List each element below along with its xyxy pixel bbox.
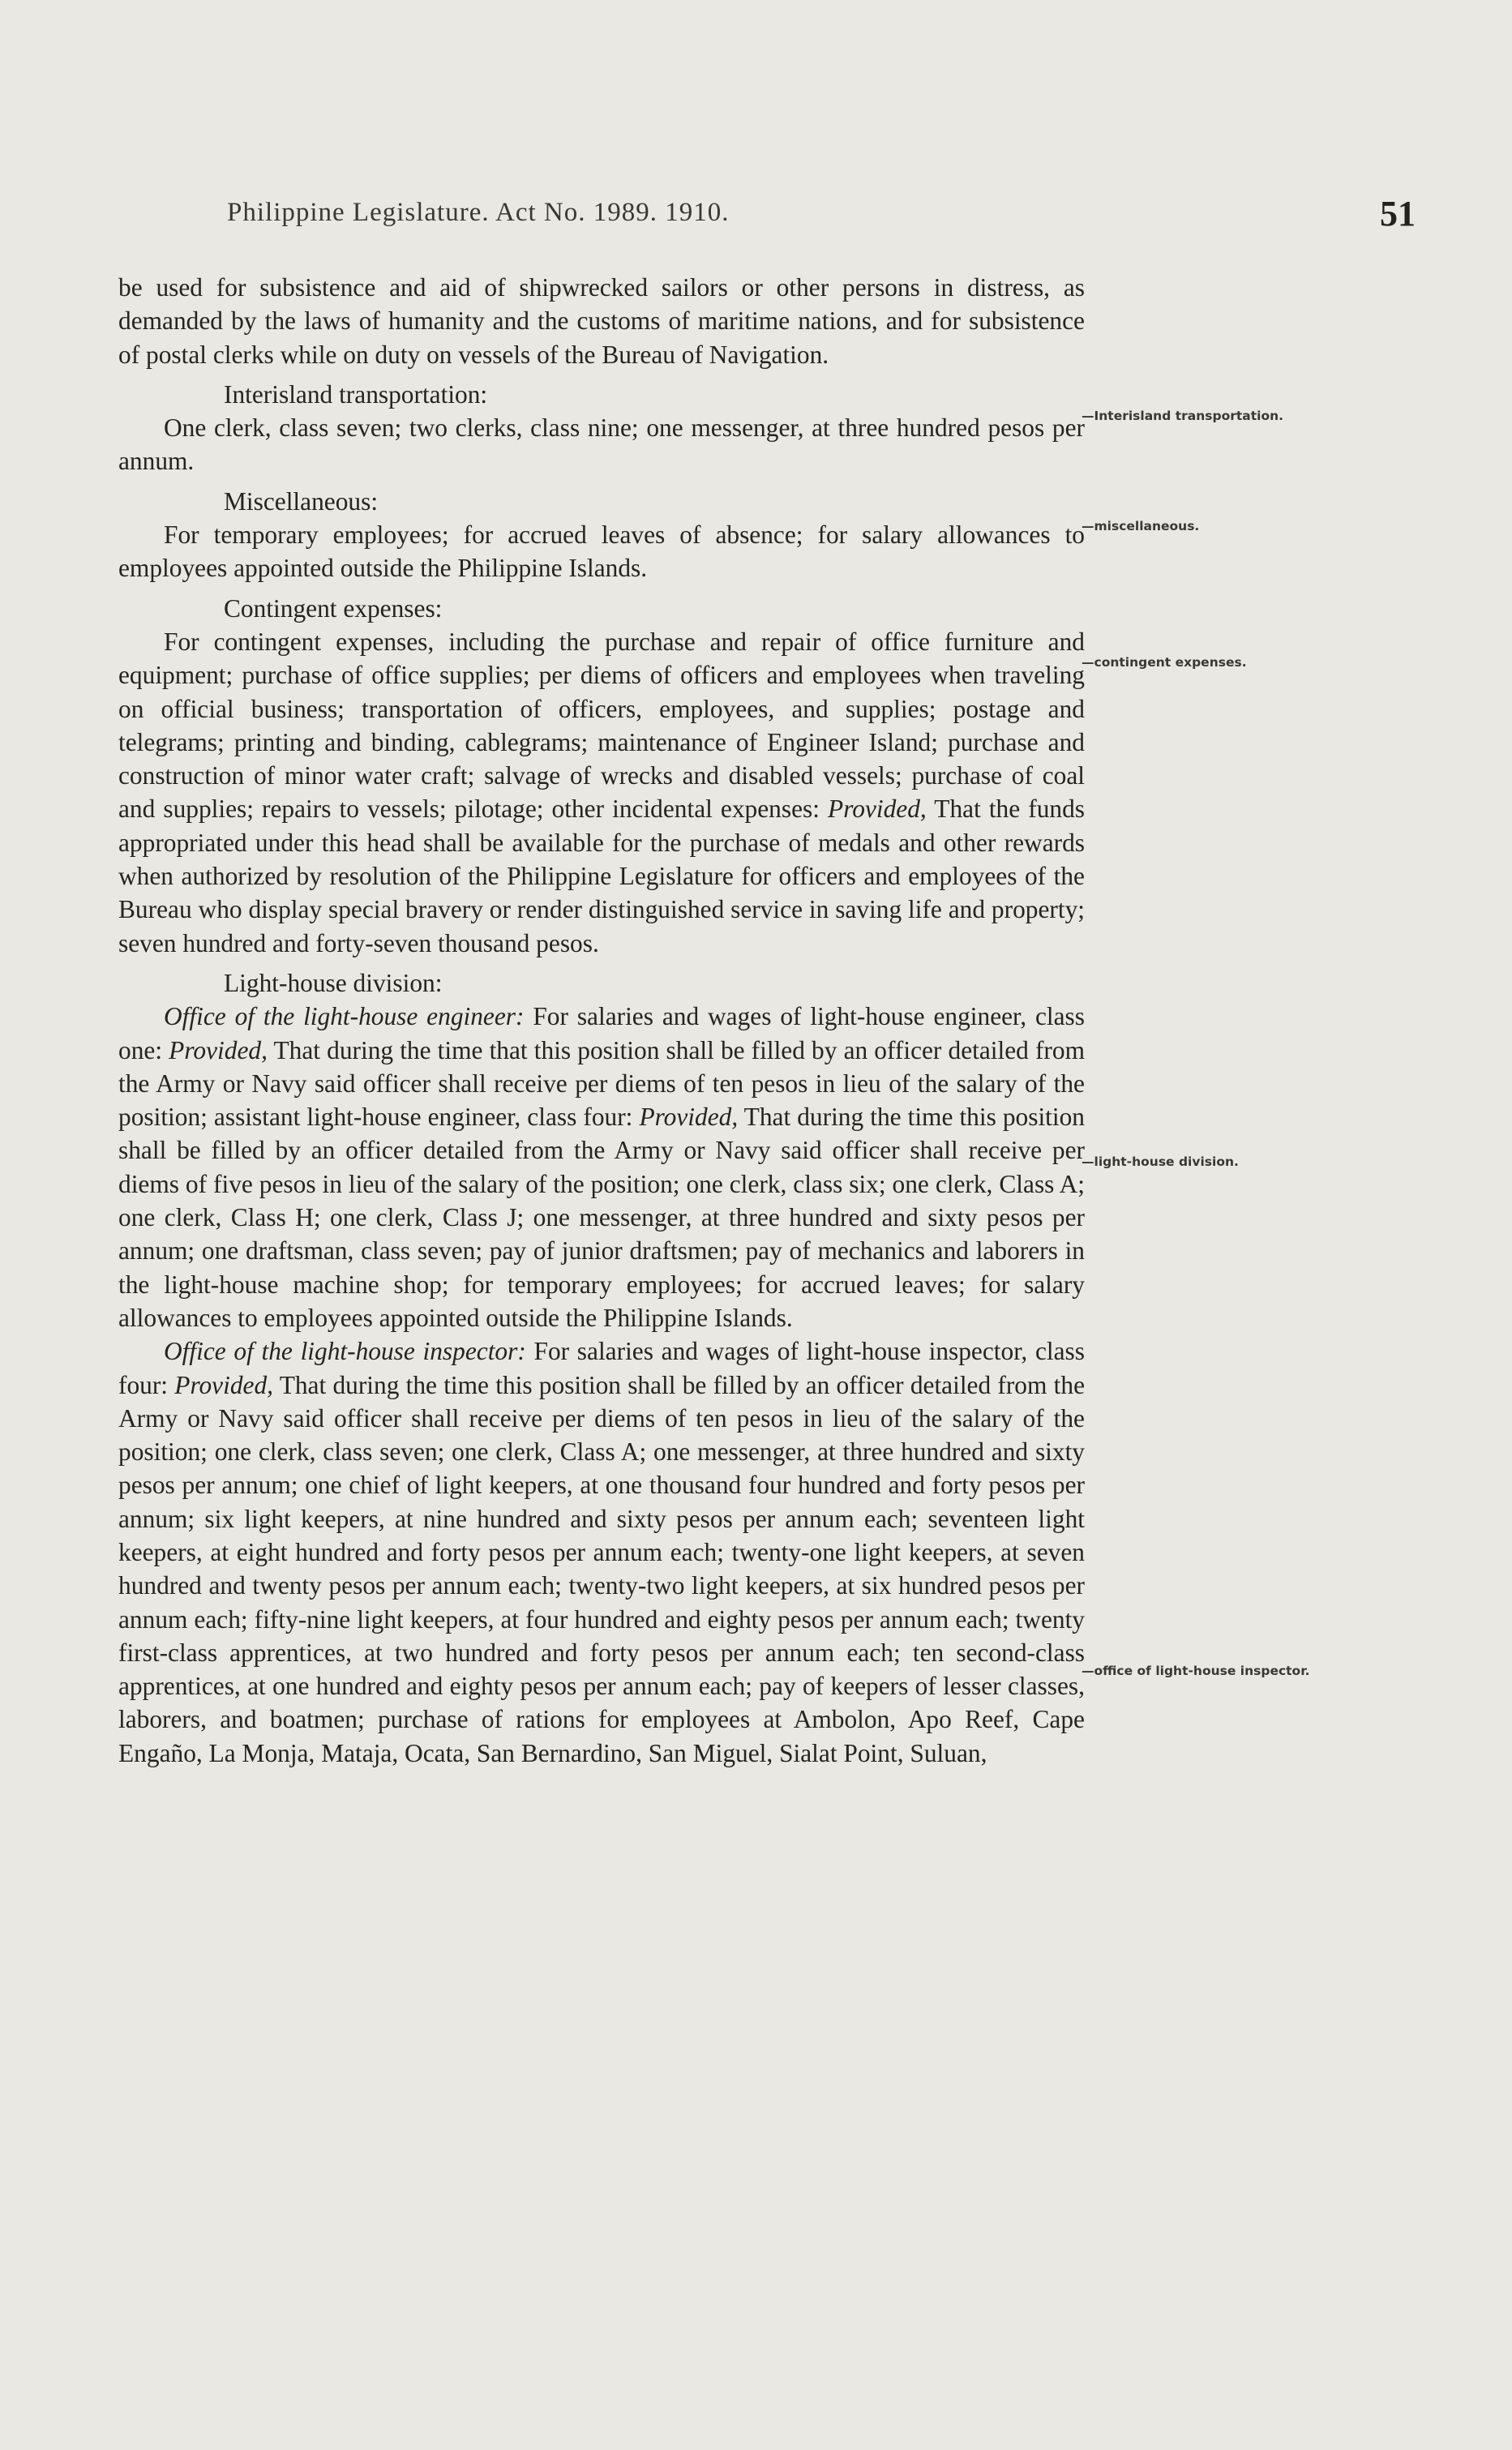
paragraph-contingent-expenses [118,625,1085,960]
paragraph-light-house-inspector [118,1334,1085,1770]
margin-note-light-house-inspector: —office of light-house inspector. [1082,1664,1310,1678]
engineer-text-c: That during the time this position shall be filled by an officer detailed from the Army or Navy said officer shall receive per diems of five pesos in lieu of the salary of the position; one clerk, class six; one clerk, Class A; one clerk, Class H; one clerk, Class J; one messenger, at three hundred and sixty pesos per annum; one draftsman, class seven; pay of junior draftsmen; pay of mechanics and laborers in the light-house machine shop; for temporary employees; for accrued leaves; for salary allowances to employees appointed outside the Philippine Islands. [118,1103,1086,1332]
engineer-text-a: For salaries and wages of light-house engineer, class one: [118,1002,1085,1064]
inspector-office-title: Office of the light-house inspector: [164,1337,526,1366]
engineer-provided-2: Provided, [639,1103,739,1132]
heading-interisland-transportation: Interisland transportation: [224,379,488,409]
paragraph-miscellaneous: For temporary employees; for accrued leaves of absence; for salary allowances to employees appointed outside the Philippine Islands. [118,520,1085,583]
inspector-text-a: For salaries and wages of light-house inspector, class four: [118,1337,1085,1399]
heading-light-house-division: Light-house division: [224,968,443,997]
engineer-office-title: Office of the light-house engineer: [164,1002,525,1031]
paragraph-light-house-engineer [118,1000,1085,1334]
margin-note-contingent: —contingent expenses. [1082,655,1247,670]
margin-note-light-house-division: —light-house division. [1082,1154,1239,1169]
margin-note-interisland: —Interisland transportation. [1082,409,1284,423]
inspector-provided: Provided, [174,1370,274,1399]
running-head: Philippine Legislature. Act No. 1989. 1910. [227,198,730,227]
page-number: 51 [1380,194,1416,233]
engineer-provided-1: Provided, [169,1035,268,1064]
paragraph-interisland-transportation: One clerk, class seven; two clerks, class nine; one messenger, at three hundred pesos per annum. [118,413,1085,476]
contingent-text-a: For contingent expenses, including the purchase and repair of office furniture and equipment; purchase of office supplies; per diems of officers and employees when traveling on official business; transportation of officers, employees, and supplies; postage and telegrams; printing and binding, cablegrams; maintenance of Engineer Island; purchase and construction of minor water craft; salvage of wrecks and disabled vessels; purchase of coal and supplies; repairs to vessels; pilotage; other incidental expenses: [118,627,1085,824]
heading-miscellaneous: Miscellaneous: [224,486,379,516]
contingent-provided: Provided, [828,795,927,824]
body-text [118,271,1085,1770]
paragraph-shipwrecked-sailors: be used for subsistence and aid of shipwrecked sailors or other persons in distress, as demanded by the laws of humanity and the customs of maritime nations, and for subsistence of postal clerks while on duty on vessels of the Bureau of Navigation. [118,273,1085,369]
heading-contingent-expenses: Contingent expenses: [224,593,443,623]
contingent-text-b: That the funds appropriated under this head shall be available for the purchase of medals and other rewards when authorized by resolution of the Philippine Legislature for officers and employees of the Bureau who display special bravery or render distinguished service in saving life and property; seven hundred and forty-seven thousand pesos. [118,795,1085,957]
margin-note-miscellaneous: —miscellaneous. [1082,519,1200,533]
engineer-text-b: That during the time that this position shall be filled by an officer detailed from the Army or Navy said officer shall receive per diems of ten pesos in lieu of the salary of the position; assistant light-house engineer, class four: [118,1035,1085,1132]
inspector-text-b: That during the time this position shall be filled by an officer detailed from the Army or Navy said officer shall receive per diems of ten pesos in lieu of the salary of the position; one clerk, class seven; one clerk, Class A; one messenger, at three hundred and sixty pesos per annum; one chief of light keepers, at one thousand four hundred and forty pesos per annum; six light keepers, at nine hundred and sixty pesos per annum each; seventeen light keepers, at eight hundred and forty pesos per annum each; twenty-one light keepers, at seven hundred and twenty pesos per annum each; twenty-two light keepers, at six hundred pesos per annum each; fifty-nine light keepers, at four hundred and eighty pesos per annum each; twenty first-class apprentices, at two hundred and forty pesos per annum each; ten second-class apprentices, at one hundred and eighty pesos per annum each; pay of keepers of lesser classes, laborers, and boatmen; purchase of rations for employees at Ambolon, Apo Reef, Cape Engaño, La Monja, Mataja, Ocata, San Bernardino, San Miguel, Sialat Point, Suluan, [118,1370,1085,1767]
